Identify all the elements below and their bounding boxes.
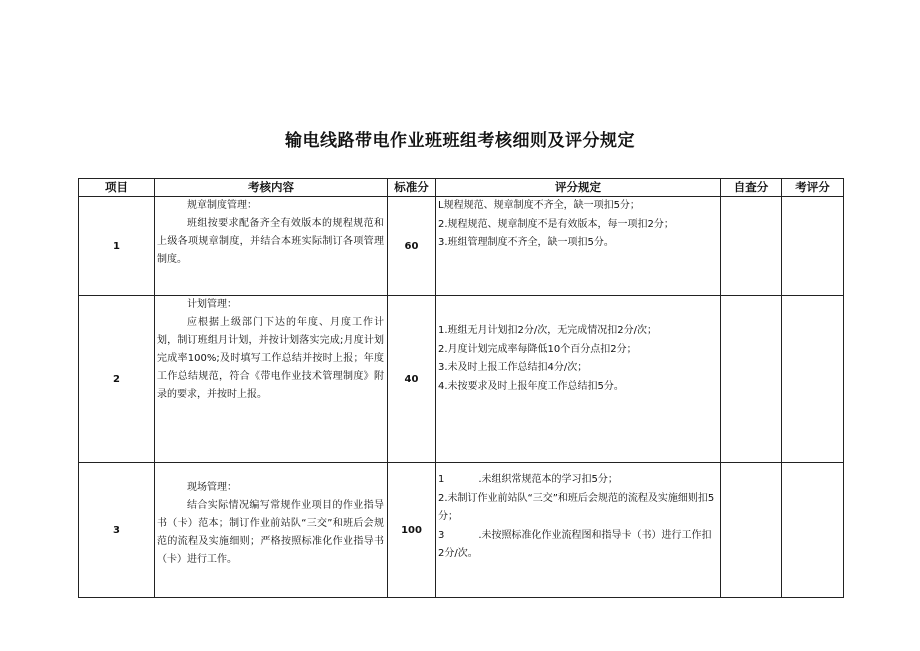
header-standard-score: 标准分 xyxy=(388,179,436,197)
rule-line: L规程规范、规章制度不齐全，缺一项扣5分； xyxy=(438,200,640,211)
eval-score-cell[interactable] xyxy=(782,296,844,463)
rule-line: 3.未及时上报工作总结扣4分/次； xyxy=(438,362,588,373)
assessment-content xyxy=(155,197,388,296)
content-body: 班组按要求配备齐全有效版本的规程规范和上级各项规章制度，并结合本班实际制订各项管理制度。 xyxy=(157,218,384,265)
header-scoring-rules: 评分规定 xyxy=(436,179,721,197)
table-header-row xyxy=(79,179,844,197)
standard-score: 100 xyxy=(388,463,436,598)
rule-line xyxy=(438,471,717,490)
scoring-rules xyxy=(436,463,721,598)
scoring-rules xyxy=(436,296,721,463)
eval-score-cell[interactable] xyxy=(782,197,844,296)
rule-line: 1.班组无月计划扣2分/次，无完成情况扣2分/次； xyxy=(438,325,658,336)
content-body: 结合实际情况编写常规作业项目的作业指导书（卡）范本；制订作业前站队“三交”和班后会规范的流程及实施细则；严格按照标准化作业指导书（卡）进行工作。 xyxy=(157,500,384,565)
rule-line: 2.月度计划完成率每降低10个百分点扣2分； xyxy=(438,343,637,355)
item-number: 2 xyxy=(79,296,155,463)
content-heading: 现场管理： xyxy=(187,482,237,493)
assessment-content xyxy=(155,463,388,598)
content-heading: 规章制度管理： xyxy=(187,200,257,211)
eval-score-cell[interactable] xyxy=(782,463,844,598)
self-score-cell[interactable] xyxy=(721,296,782,463)
standard-score: 60 xyxy=(388,197,436,296)
scoring-rules xyxy=(436,197,721,296)
rule-line xyxy=(438,490,717,527)
assessment-table xyxy=(78,178,844,598)
rule-line: 3.班组管理制度不齐全，缺一项扣5分。 xyxy=(438,237,614,248)
standard-score: 40 xyxy=(388,296,436,463)
document-title: 输电线路带电作业班班组考核细则及评分规定 xyxy=(285,131,635,151)
rule-number: 1 xyxy=(438,474,445,485)
item-number: 1 xyxy=(79,197,155,296)
self-score-cell[interactable] xyxy=(721,463,782,598)
assessment-content xyxy=(155,296,388,463)
rule-line: 2.规程规范、规章制度不是有效版本，每一项扣2分； xyxy=(438,218,674,230)
header-item: 项目 xyxy=(79,179,155,197)
self-score-cell[interactable] xyxy=(721,197,782,296)
rule-line: 4.未按要求及时上报年度工作总结扣5分。 xyxy=(438,380,624,392)
rule-text: 2.未制订作业前站队“三交”和班后会规范的流程及实施细则扣5分； xyxy=(438,492,715,522)
table-row xyxy=(79,463,844,598)
content-body: 应根据上级部门下达的年度、月度工作计划，制订班组月计划，并按计划落实完成;月度计划完成率100%;及时填写工作总结并按时上报；年度工作总结规范，符合《带电作业技术管理制度》附录的要求，并按时上报。 xyxy=(157,317,384,400)
table-row xyxy=(79,197,844,296)
rule-text: .未组织常规范本的学习扣5分； xyxy=(478,474,618,485)
rule-line xyxy=(438,527,717,564)
table-row xyxy=(79,296,844,463)
rule-number: 3 xyxy=(438,529,445,541)
header-eval-score: 考评分 xyxy=(782,179,844,197)
rule-text: .未按照标准化作业流程图和指导卡（书）进行工作扣2分/次。 xyxy=(438,529,712,559)
header-self-score: 自查分 xyxy=(721,179,782,197)
header-content: 考核内容 xyxy=(155,179,388,197)
content-heading: 计划管理： xyxy=(187,299,237,310)
item-number: 3 xyxy=(79,463,155,598)
